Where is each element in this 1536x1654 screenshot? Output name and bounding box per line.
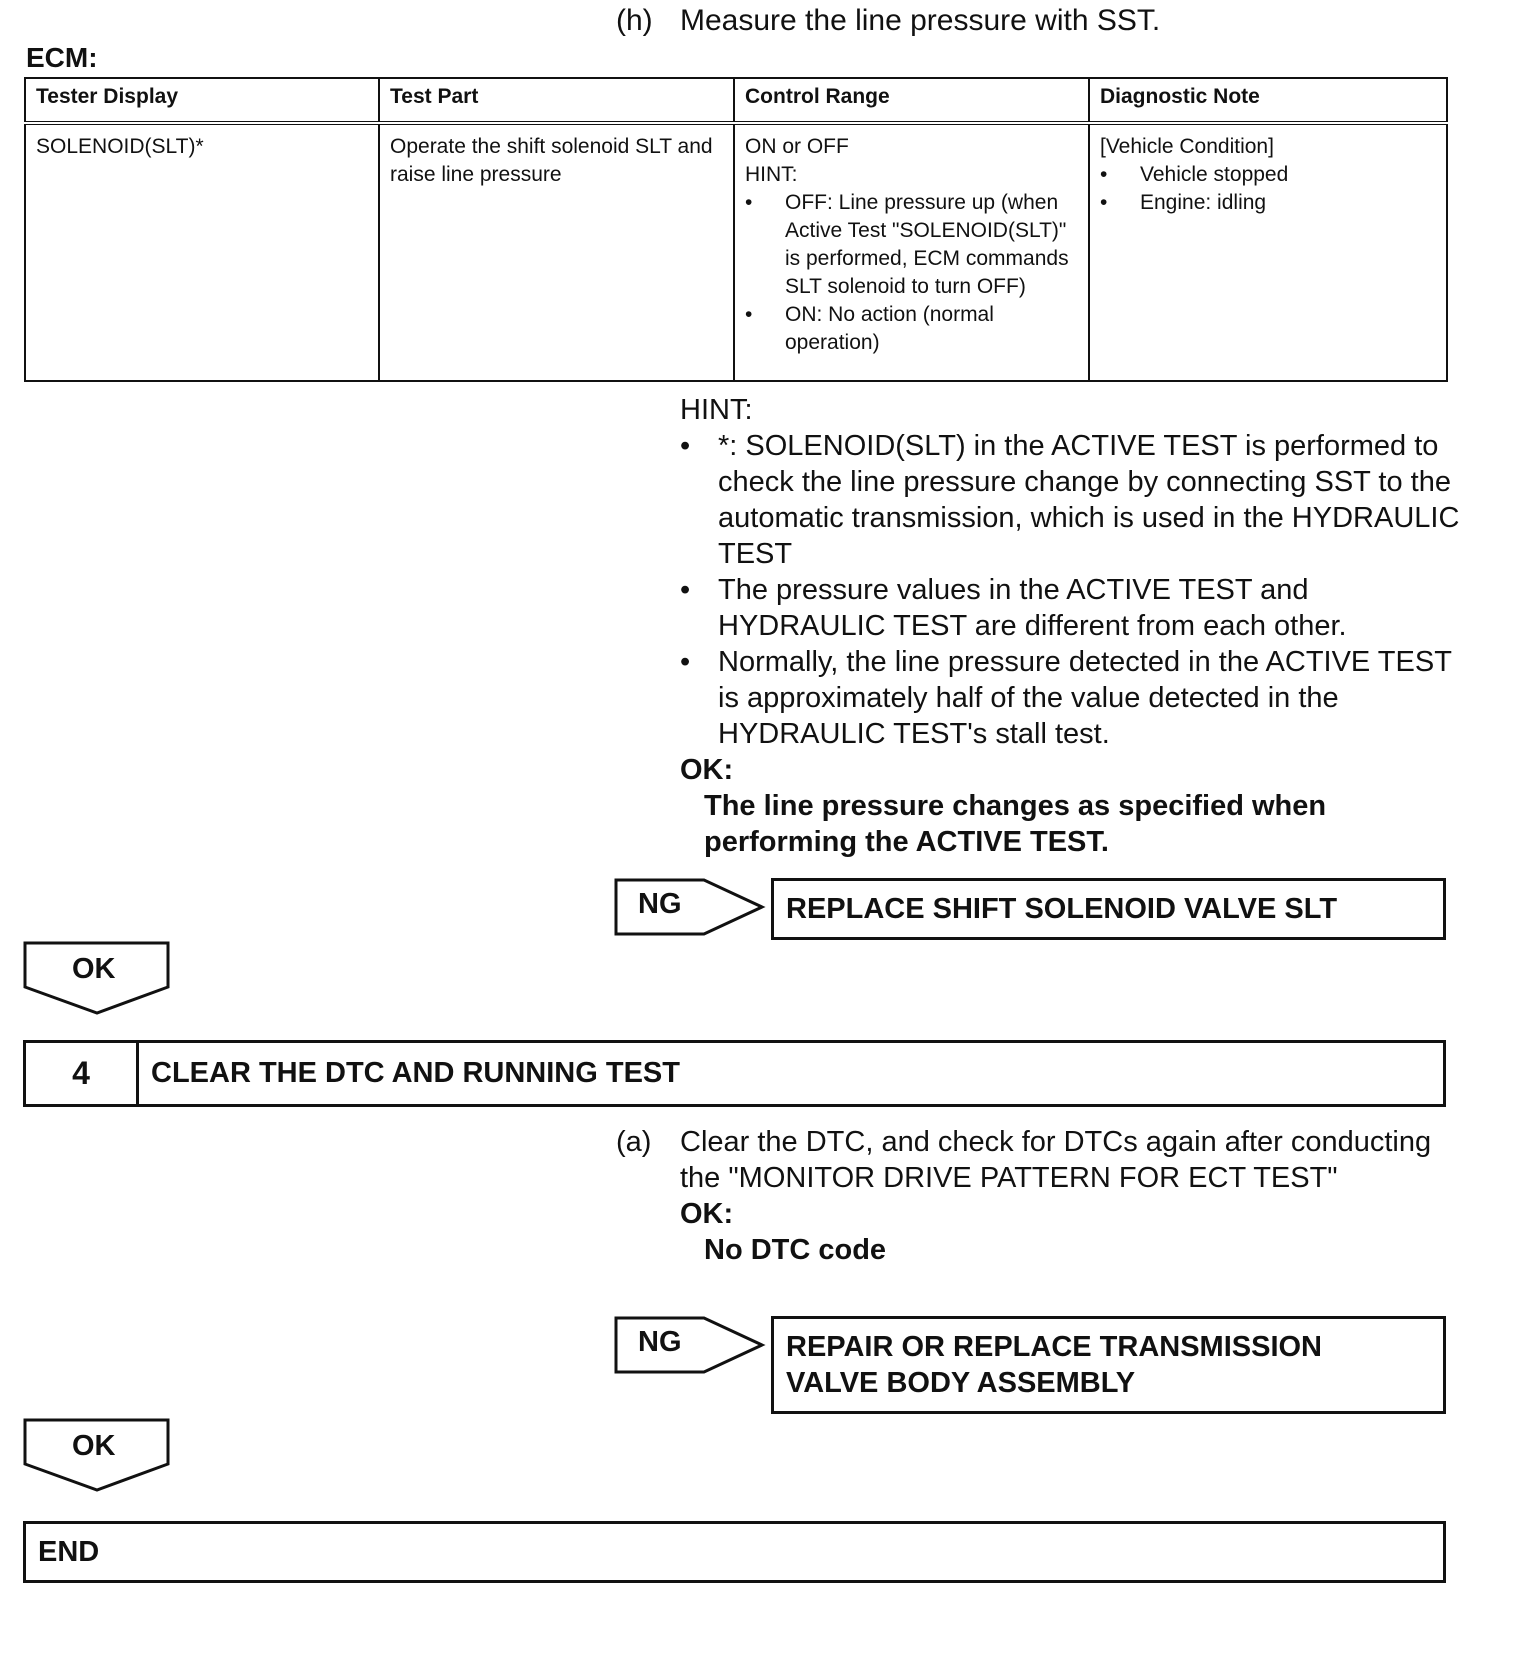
table-row <box>25 123 1447 381</box>
step-number: 4 <box>26 1043 139 1104</box>
ng-action-box <box>771 878 1446 940</box>
ng-label: NG <box>638 888 682 920</box>
ok-label: OK: <box>680 754 734 786</box>
cell-test-part: Operate the shift solenoid SLT and raise line pressure <box>379 123 734 381</box>
vehicle-condition-heading: [Vehicle Condition] <box>1100 135 1274 158</box>
ok-spec: The line pressure changes as specified when performing the ACTIVE TEST. <box>704 790 1327 858</box>
cell-diagnostic-note <box>1089 123 1447 381</box>
cell-control-range <box>734 123 1089 381</box>
step-title: CLEAR THE DTC AND RUNNING TEST <box>151 1057 680 1089</box>
list-item: • OFF: Line pressure up (when Active Test "SOLENOID(SLT)" is performed, ECM commands SLT solenoid to turn OFF) <box>745 189 1078 301</box>
list-item: • Vehicle stopped <box>1100 161 1436 189</box>
control-range-value: ON or OFF <box>745 135 849 158</box>
ok-label: OK: <box>680 1198 734 1230</box>
ecm-active-test-table <box>24 77 1448 382</box>
ng-action-text: REPLACE SHIFT SOLENOID VALVE SLT <box>786 893 1338 925</box>
ng-action-text-line2: VALVE BODY ASSEMBLY <box>786 1367 1136 1399</box>
hint-label: HINT: <box>680 394 753 426</box>
step-4a <box>616 1124 1446 1268</box>
header-diagnostic-note: Diagnostic Note <box>1089 78 1447 123</box>
end-box <box>23 1521 1446 1583</box>
step-4a-marker: (a) <box>616 1126 652 1158</box>
cell-tester-display: SOLENOID(SLT)* <box>25 123 379 381</box>
header-tester-display: Tester Display <box>25 78 379 123</box>
ng-arrow-icon <box>614 878 766 936</box>
ok-arrow-label: OK <box>72 953 116 985</box>
end-label: END <box>38 1535 100 1568</box>
list-item: • *: SOLENOID(SLT) in the ACTIVE TEST is performed to check the line pressure change by connecting SST to the automatic transmission, which is used in the HYDRAULIC TEST <box>680 428 1460 572</box>
step-4a-text: Clear the DTC, and check for DTCs again after conducting the "MONITOR DRIVE PATTERN FOR ECT TEST" <box>680 1126 1432 1194</box>
list-item: • ON: No action (normal operation) <box>745 301 1078 357</box>
header-test-part: Test Part <box>379 78 734 123</box>
ok-spec: No DTC code <box>704 1234 887 1266</box>
step-4-header <box>23 1040 1446 1107</box>
control-range-list <box>745 189 1078 357</box>
ok-arrow-label: OK <box>72 1430 116 1462</box>
header-control-range: Control Range <box>734 78 1089 123</box>
hint-block <box>680 392 1460 860</box>
table-header-row <box>25 78 1447 123</box>
step-h-text: Measure the line pressure with SST. <box>680 4 1161 37</box>
ng-action-box <box>771 1316 1446 1414</box>
control-range-hint-label: HINT: <box>745 163 798 186</box>
hint-list <box>680 428 1460 752</box>
list-item: • Engine: idling <box>1100 189 1436 217</box>
step-h-marker: (h) <box>616 4 653 37</box>
ng-arrow-icon <box>614 1316 766 1374</box>
vehicle-condition-list <box>1100 161 1436 217</box>
list-item: • The pressure values in the ACTIVE TEST and HYDRAULIC TEST are different from each other. <box>680 572 1460 644</box>
ng-action-text-line1: REPAIR OR REPLACE TRANSMISSION <box>786 1331 1323 1363</box>
ecm-label: ECM: <box>26 42 98 73</box>
list-item: • Normally, the line pressure detected in the ACTIVE TEST is approximately half of the value detected in the HYDRAULIC TEST's stall test. <box>680 644 1460 752</box>
ng-label: NG <box>638 1326 682 1358</box>
